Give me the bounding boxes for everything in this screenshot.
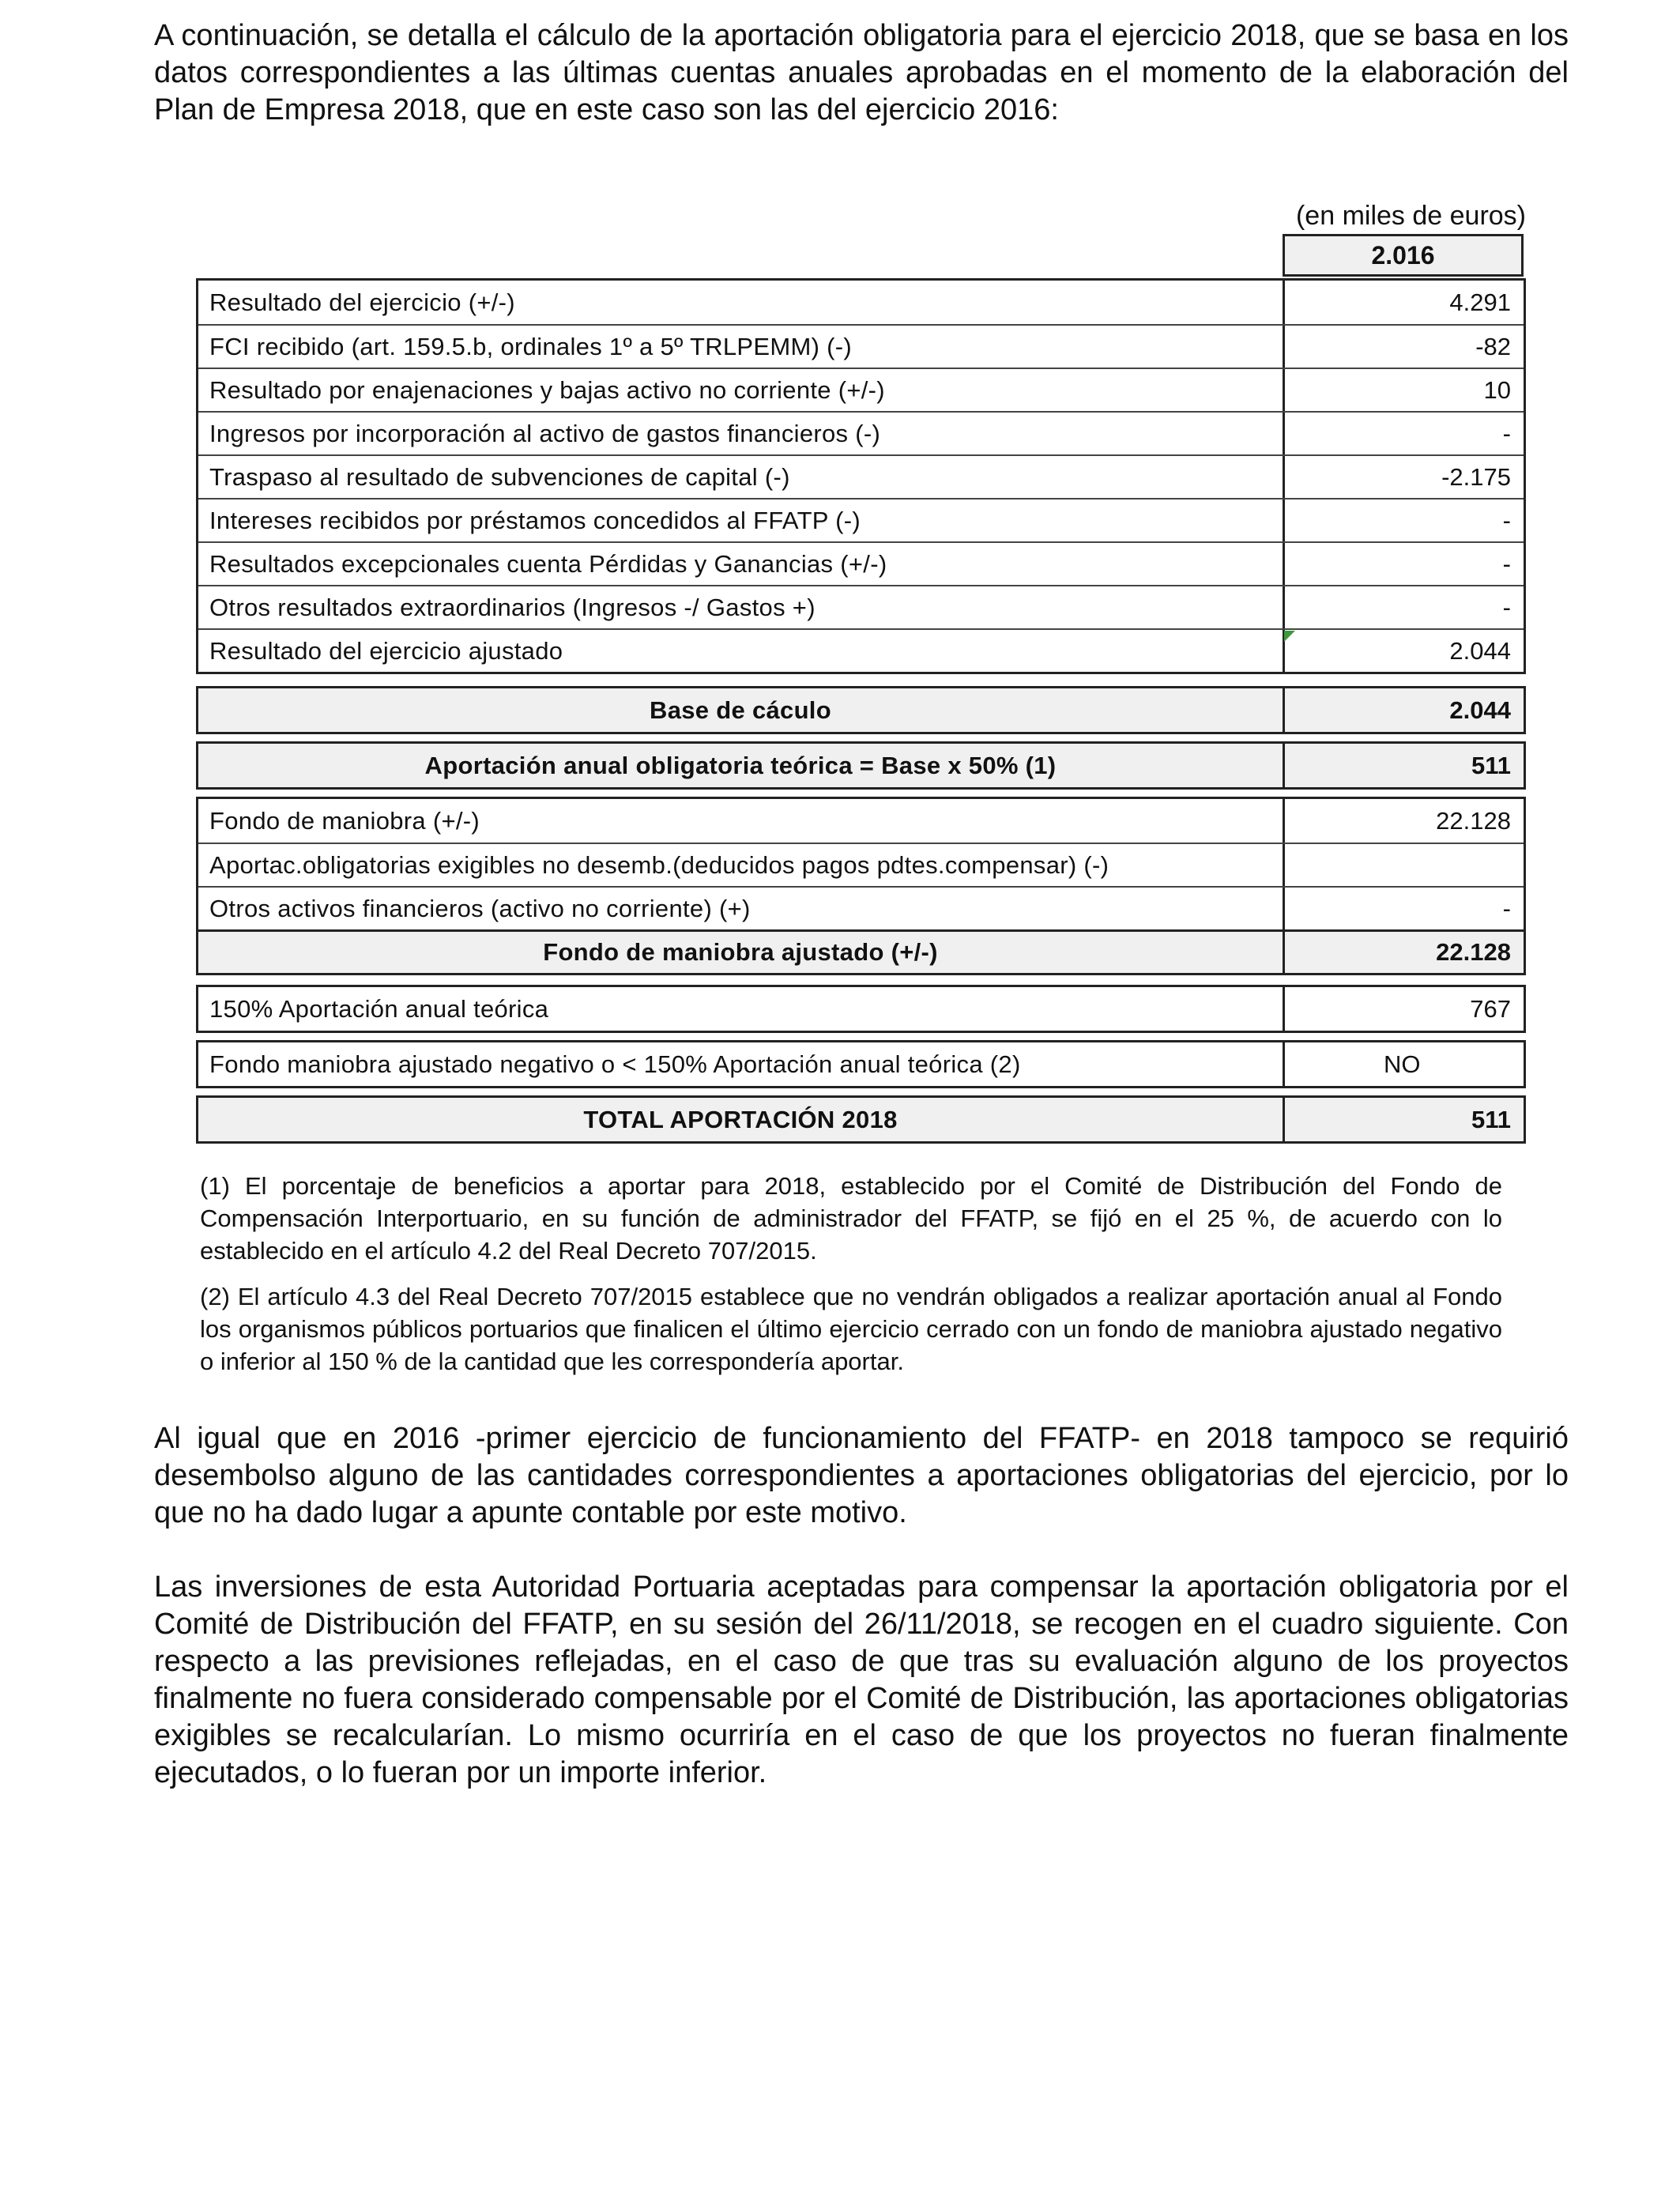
row-value: 22.128 bbox=[1436, 938, 1511, 966]
row-value: 2.044 bbox=[1449, 636, 1511, 665]
table-row bbox=[198, 411, 1524, 454]
row-label: Aportac.obligatorias exigibles no desemb.(deducidos pagos pdtes.compensar) (-) bbox=[198, 844, 1285, 886]
row-label: Otros resultados extraordinarios (Ingresos -/ Gastos +) bbox=[198, 586, 1285, 628]
row-label: Resultado del ejercicio ajustado bbox=[198, 630, 1285, 672]
table-row bbox=[198, 1042, 1524, 1086]
row-value: NO bbox=[1384, 1050, 1421, 1078]
row-label: Traspaso al resultado de subvenciones de capital (-) bbox=[198, 456, 1285, 498]
row-value bbox=[1285, 844, 1524, 886]
fondo-negativo-row bbox=[196, 1040, 1526, 1088]
table-row bbox=[198, 368, 1524, 411]
table-row bbox=[198, 744, 1524, 787]
row-label: Resultado del ejercicio (+/-) bbox=[198, 281, 1285, 324]
row-value: 22.128 bbox=[1436, 806, 1511, 835]
row-label: FCI recibido (art. 159.5.b, ordinales 1º a 5º TRLPEMM) (-) bbox=[198, 326, 1285, 368]
row-value: -2.175 bbox=[1441, 462, 1511, 491]
row-label: Resultado por enajenaciones y bajas activo no corriente (+/-) bbox=[198, 369, 1285, 411]
table-row bbox=[198, 585, 1524, 628]
body-paragraph: Al igual que en 2016 -primer ejercicio de funcionamiento del FFATP- en 2018 tampoco se requirió desembolso alguno de las cantidades correspondientes a aportaciones obligatorias del ejercicio, por lo que no ha dado lugar a apunte contable por este motivo. bbox=[154, 1422, 1569, 1529]
footnote-1: (1) El porcentaje de beneficios a aportar para 2018, establecido por el Comité de Distribución del Fondo de Compensación Interportuario, en su función de administrador del FFATP, se fijó en el 25 %, de acuerdo con lo establecido en el artículo 4.2 del Real Decreto 707/2015. bbox=[200, 1172, 1502, 1265]
table-row bbox=[198, 324, 1524, 368]
intro-paragraph: A continuación, se detalla el cálculo de la aportación obligatoria para el ejercicio 2018, que se basa en los datos correspondientes a las últimas cuentas anuales aprobadas en el momento de la elaboración del Plan de Empresa 2018, que en este caso son las del ejercicio 2016: bbox=[154, 19, 1569, 126]
table-row bbox=[198, 281, 1524, 324]
row-value: 511 bbox=[1471, 751, 1511, 779]
body-paragraph: Las inversiones de esta Autoridad Portuaria aceptadas para compensar la aportación obligatoria por el Comité de Distribución del FFATP, en su sesión del 26/11/2018, se recogen en el cuadro siguiente. Con respecto a las previsiones reflejadas, en el caso de que tras su evaluación alguno de los proyectos finalmente no fuera considerado compensable por el Comité de Distribución, las aportaciones obligatorias exigibles se recalcularían. Lo mismo ocurriría en el caso de que los proyectos no fueran finalmente ejecutados, o lo fueran por un importe inferior. bbox=[154, 1570, 1569, 1789]
table-row bbox=[198, 454, 1524, 498]
aportacion-teorica-row bbox=[196, 741, 1526, 790]
table-row bbox=[198, 799, 1524, 843]
row-label: Fondo maniobra ajustado negativo o < 150% Aportación anual teórica (2) bbox=[198, 1042, 1285, 1086]
table-row bbox=[198, 843, 1524, 886]
row-label: Base de cáculo bbox=[198, 688, 1285, 732]
table-row bbox=[198, 987, 1524, 1031]
fondo-maniobra-table bbox=[196, 797, 1526, 975]
row-label: Aportación anual obligatoria teórica = Base x 50% (1) bbox=[198, 744, 1285, 787]
table-row bbox=[198, 1098, 1524, 1141]
table-row bbox=[198, 498, 1524, 541]
total-aportacion-row bbox=[196, 1095, 1526, 1144]
row-label: Intereses recibidos por préstamos concedidos al FFATP (-) bbox=[198, 499, 1285, 541]
row-value: 2.044 bbox=[1449, 696, 1511, 724]
table-row bbox=[198, 541, 1524, 585]
row-value: 4.291 bbox=[1449, 288, 1511, 316]
table-row bbox=[198, 929, 1524, 973]
row-label: Ingresos por incorporación al activo de gastos financieros (-) bbox=[198, 413, 1285, 454]
row-label: TOTAL APORTACIÓN 2018 bbox=[198, 1098, 1285, 1141]
table-row bbox=[198, 688, 1524, 732]
row-value: - bbox=[1502, 894, 1511, 922]
row-value: - bbox=[1502, 506, 1511, 534]
row-value: - bbox=[1502, 593, 1511, 621]
row-value: 767 bbox=[1470, 994, 1511, 1023]
row-value: - bbox=[1502, 549, 1511, 578]
table-row bbox=[198, 886, 1524, 929]
row-label: Fondo de maniobra ajustado (+/-) bbox=[198, 932, 1285, 973]
aportacion-150-row bbox=[196, 985, 1526, 1033]
row-label: Resultados excepcionales cuenta Pérdidas y Ganancias (+/-) bbox=[198, 543, 1285, 585]
row-label: Otros activos financieros (activo no corriente) (+) bbox=[198, 888, 1285, 929]
row-value: 10 bbox=[1483, 375, 1511, 404]
table-row bbox=[198, 628, 1524, 672]
results-table bbox=[196, 278, 1526, 674]
row-value: 511 bbox=[1471, 1105, 1511, 1133]
row-label: Fondo de maniobra (+/-) bbox=[198, 799, 1285, 843]
row-label: 150% Aportación anual teórica bbox=[198, 987, 1285, 1031]
row-value: -82 bbox=[1475, 332, 1511, 360]
unit-note: (en miles de euros) bbox=[1295, 201, 1526, 231]
year-column-header: 2.016 bbox=[1283, 234, 1524, 277]
row-value: - bbox=[1502, 419, 1511, 447]
footnote-2: (2) El artículo 4.3 del Real Decreto 707/2015 establece que no vendrán obligados a realizar aportación anual al Fondo los organismos públicos portuarios que finalicen el último ejercicio cerrado con un fondo de maniobra ajustado negativo o inferior al 150 % de la cantidad que les correspondería aportar. bbox=[200, 1283, 1502, 1375]
base-calculo-row bbox=[196, 686, 1526, 734]
cell-comment-marker bbox=[1284, 631, 1295, 642]
